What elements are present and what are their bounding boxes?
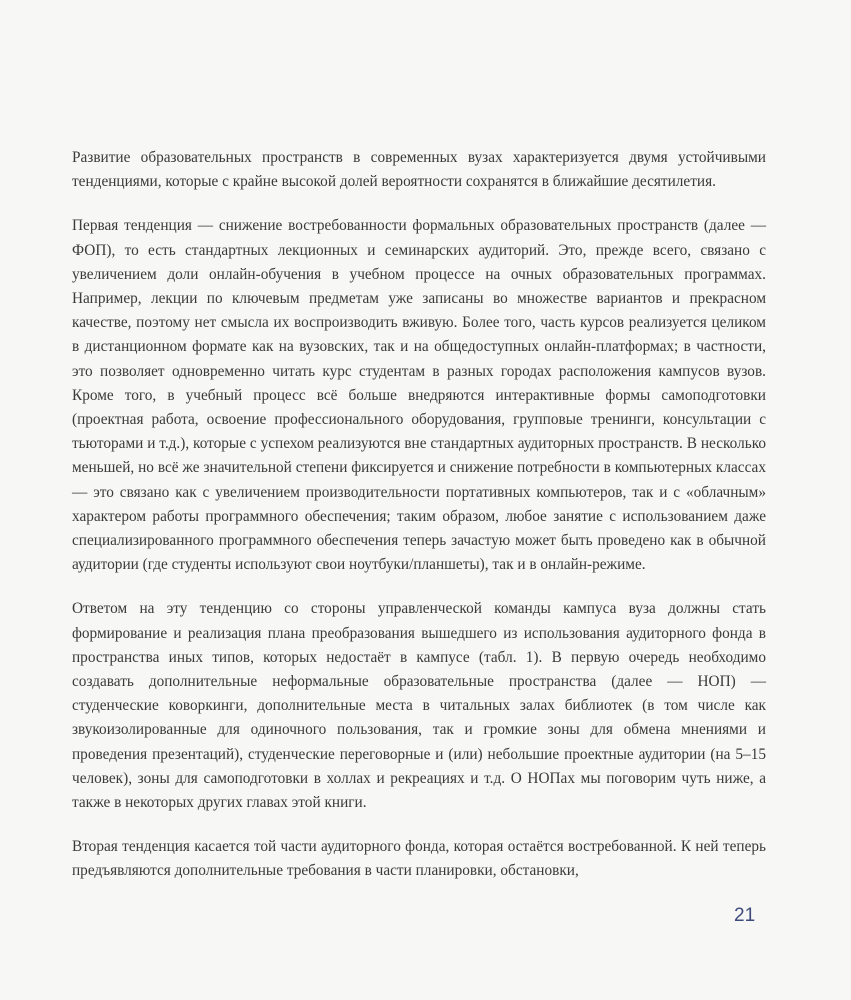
paragraph-1: Развитие образовательных пространств в современных вузах характеризуется двумя устойчивыми тенденциями, которые с крайне высокой долей вероятности сохранятся в ближайшие десятилетия.	[72, 149, 766, 191]
body-text	[72, 146, 766, 884]
paragraph-3: Ответом на эту тенденцию со стороны управленческой команды кампуса вуза должны стать формирование и реализация плана преобразования вышедшего из использования аудиторного фонда в пространства иных типов, которых недостаёт в кампусе (табл. 1). В первую очередь необходимо создавать дополнительные неформальные образовательные пространства (далее — НОП) — студенческие коворкинги, дополнительные места в читальных залах библиотек (в том числе как звукоизолированные для одиночного пользования, так и громкие зоны для обмена мнениями и проведения презентаций), студенческие переговорные и (или) небольшие проектные аудитории (на 5–15 человек), зоны для самоподготовки в холлах и рекреациях и т.д. О НОПах мы поговорим чуть ниже, а также в некоторых других главах этой книги.	[72, 600, 766, 812]
page-number: 21	[734, 905, 756, 926]
paragraph-2: Первая тенденция — снижение востребованности формальных образовательных пространств (далее — ФОП), то есть стандартных лекционных и семинарских аудиторий. Это, прежде всего, связано с увеличением доли онлайн-обучения в учебном процессе на очных образовательных программах. Например, лекции по ключевым предметам уже записаны во множестве вариантов и прекрасном качестве, поэтому нет смысла их воспроизводить вживую. Более того, часть курсов реализуется целиком в дистанционном формате как на вузовских, так и на общедоступных онлайн-платформах; в частности, это позволяет одновременно читать курс студентам в разных городах расположения кампусов вузов. Кроме того, в учебный процесс всё больше внедряются интерактивные формы самоподготовки (проектная работа, освоение профессионального оборудования, групповые тренинги, консультации с тьюторами и т.д.), которые с успехом реализуются вне стандартных аудиторных пространств. В несколько меньшей, но всё же значительной степени фиксируется и снижение потребности в компьютерных классах — это связано как с увеличением производительности портативных компьютеров, так и с «облачным» характером работы программного обеспечения; таким образом, любое занятие с использованием даже специализированного программного обеспечения теперь зачастую может быть проведено как в обычной аудитории (где студенты используют свои ноутбуки/планшеты), так и в онлайн-режиме.	[72, 217, 766, 574]
paragraph-4: Вторая тенденция касается той части аудиторного фонда, которая остаётся востребованной. К ней теперь предъявляются дополнительные требования в части планировки, обстановки,	[72, 838, 766, 880]
